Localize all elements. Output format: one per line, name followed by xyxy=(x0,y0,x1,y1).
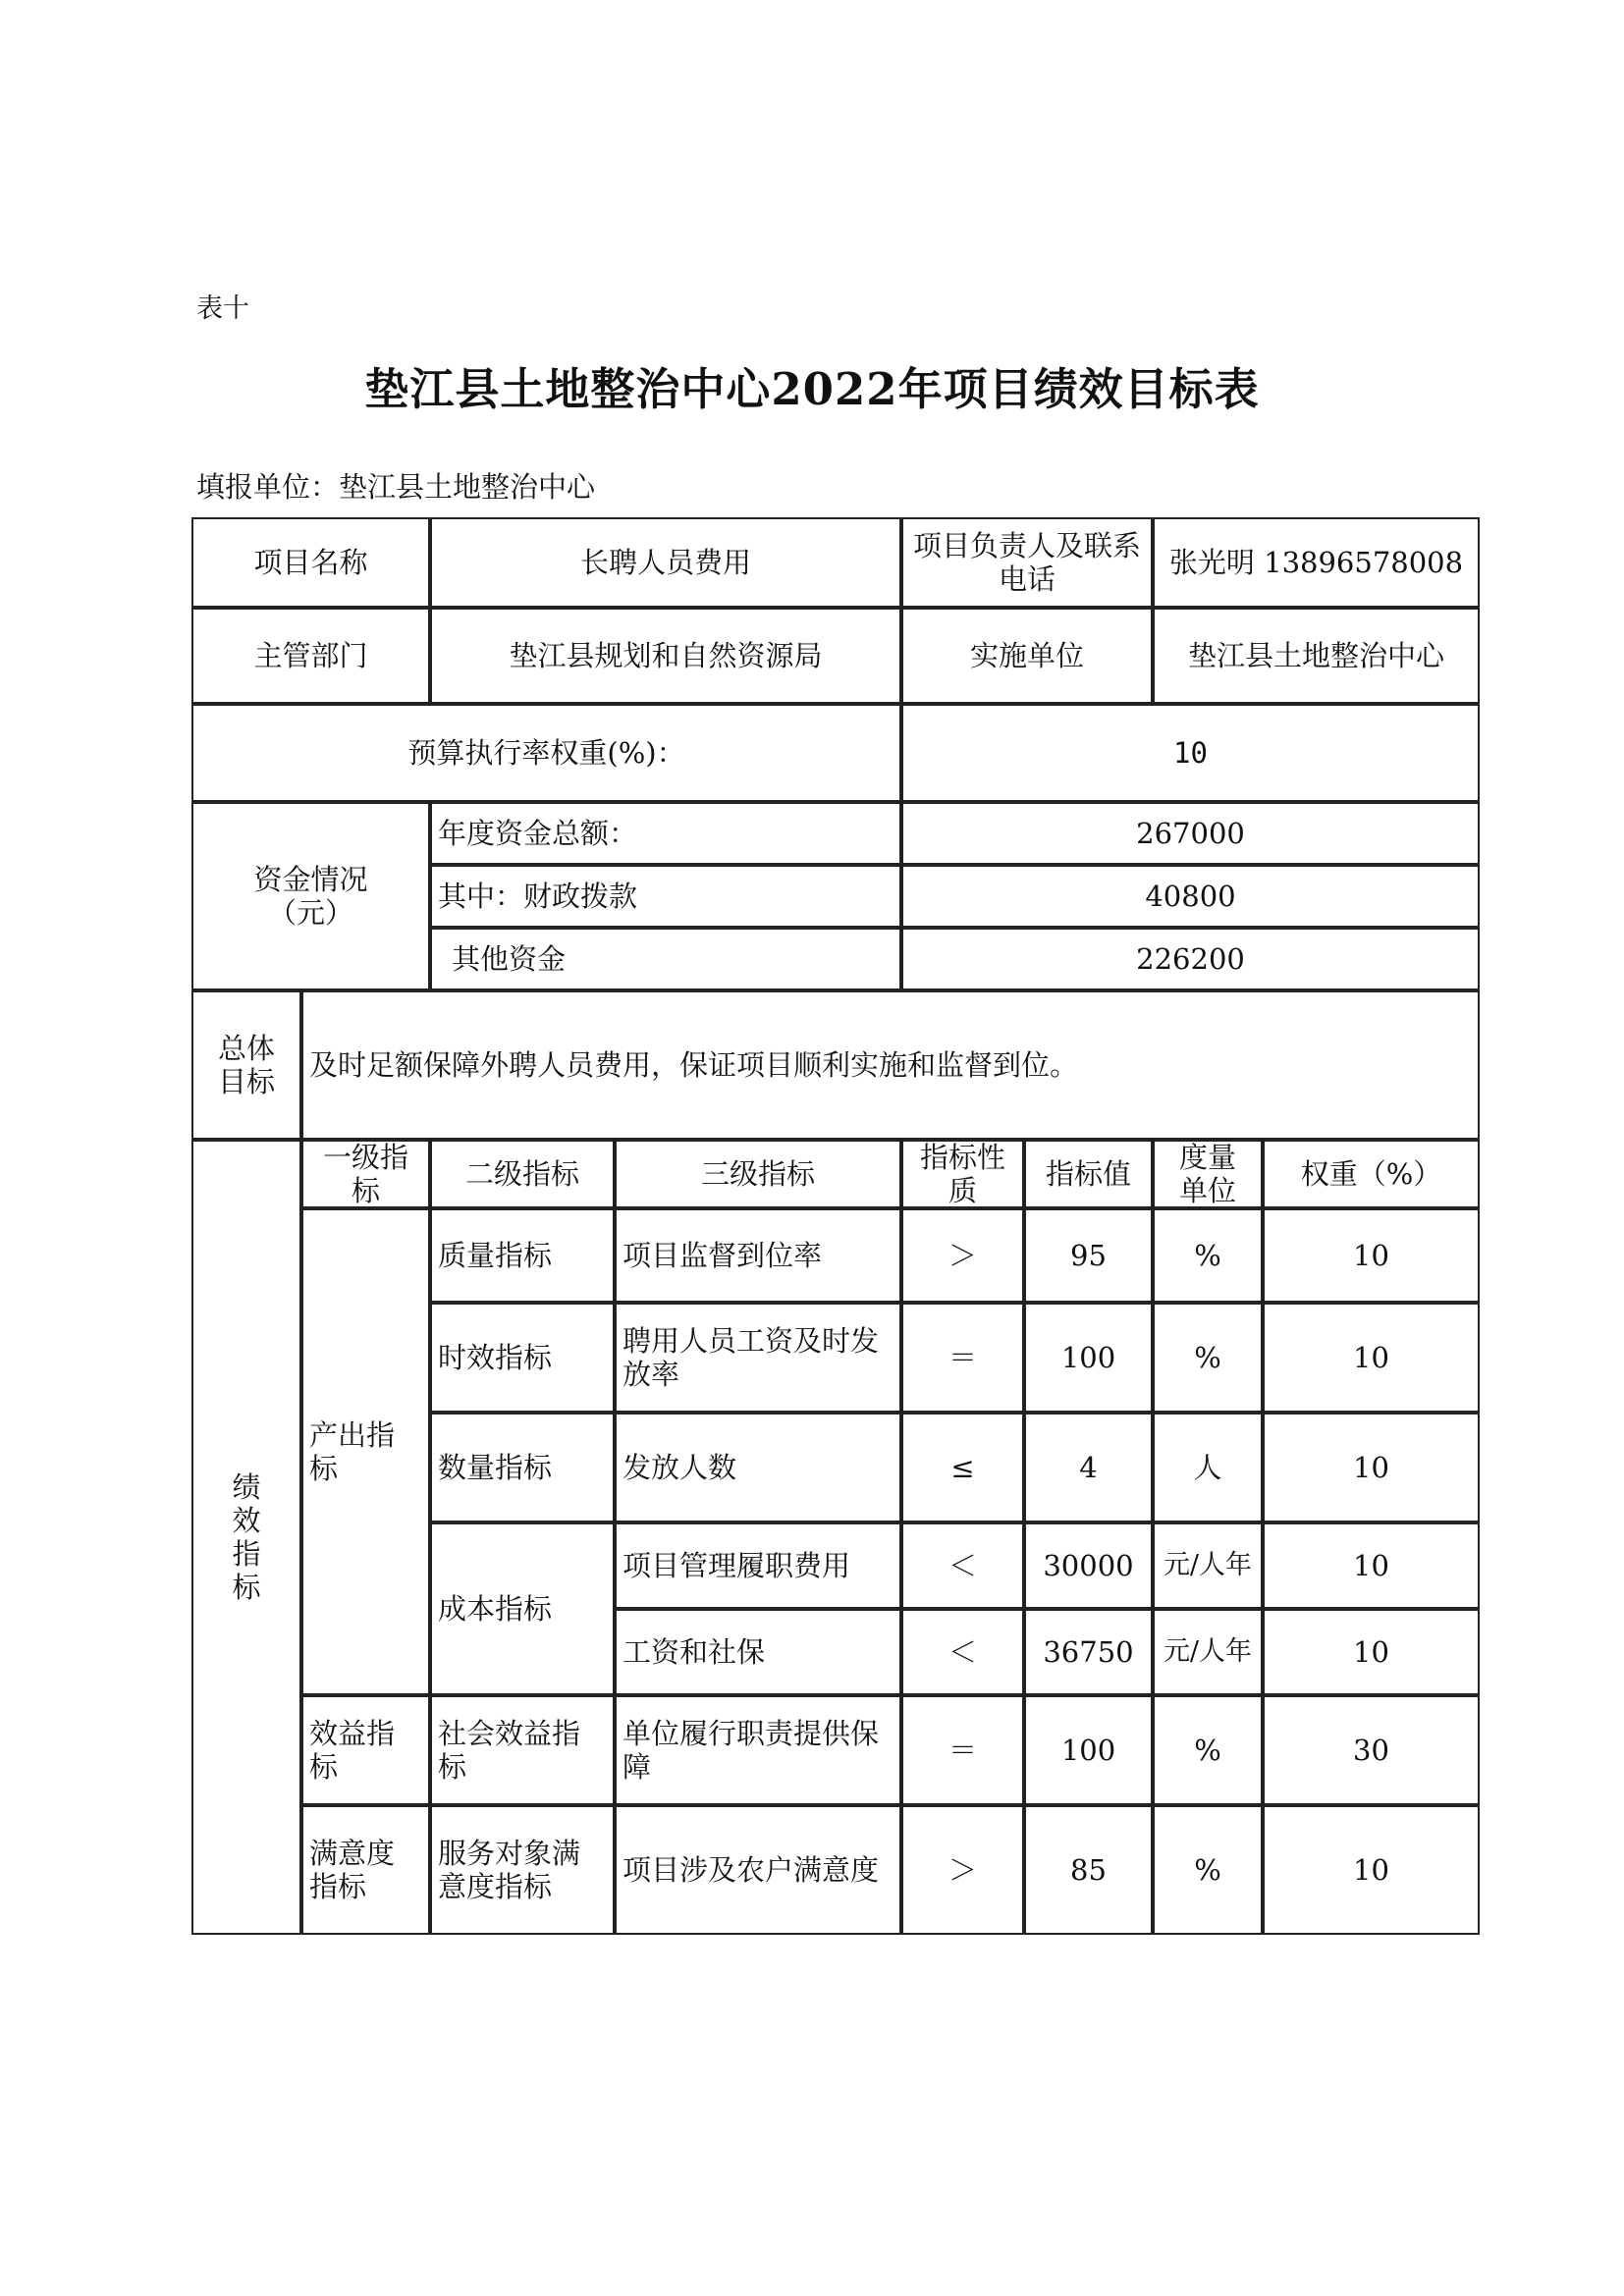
indicator-weight: 10 xyxy=(1263,1413,1480,1522)
budget-rate-value: 10 xyxy=(901,704,1480,802)
indicator-value: 100 xyxy=(1024,1303,1153,1413)
dept-label: 主管部门 xyxy=(191,608,430,704)
document-title: 垫江县土地整治中心2022年项目绩效目标表 xyxy=(364,363,1260,415)
indicator-name: 单位履行职责提供保障 xyxy=(615,1695,901,1805)
level2-timeliness: 时效指标 xyxy=(430,1303,615,1413)
indicator-weight: 10 xyxy=(1263,1303,1480,1413)
impl-unit-value: 垫江县土地整治中心 xyxy=(1153,608,1480,704)
overall-goal-text: 及时足额保障外聘人员费用，保证项目顺利实施和监督到位。 xyxy=(301,990,1480,1140)
performance-target-table xyxy=(192,518,1481,1936)
project-leader-label: 项目负责人及联系电话 xyxy=(901,517,1153,608)
header-value: 指标值 xyxy=(1024,1140,1153,1208)
header-level3: 三级指标 xyxy=(615,1140,901,1208)
indicator-name: 工资和社保 xyxy=(615,1609,901,1695)
level1-satisfaction: 满意度指标 xyxy=(301,1805,430,1935)
indicator-value: 100 xyxy=(1024,1695,1153,1805)
reporting-unit xyxy=(196,465,595,506)
funds-other-value: 226200 xyxy=(901,928,1480,990)
indicator-name: 项目涉及农户满意度 xyxy=(615,1805,901,1935)
project-leader-value: 张光明 13896578008 xyxy=(1153,517,1480,608)
indicator-weight: 10 xyxy=(1263,1208,1480,1303)
project-name-value: 长聘人员费用 xyxy=(430,517,901,608)
indicator-name: 项目管理履职费用 xyxy=(615,1522,901,1609)
indicator-unit: % xyxy=(1153,1805,1263,1935)
level2-social-benefit: 社会效益指标 xyxy=(430,1695,615,1805)
indicator-operator: ＝ xyxy=(901,1303,1024,1413)
indicator-operator: ＜ xyxy=(901,1522,1024,1609)
funds-label: 资金情况（元） xyxy=(191,802,430,990)
indicator-name: 发放人数 xyxy=(615,1413,901,1522)
indicator-operator: ＜ xyxy=(901,1609,1024,1695)
indicator-value: 4 xyxy=(1024,1413,1153,1522)
indicator-unit: 元/人年 xyxy=(1153,1522,1263,1609)
indicator-unit: % xyxy=(1153,1208,1263,1303)
reporting-unit-label: 填报单位： xyxy=(196,470,340,504)
funds-total-label: 年度资金总额： xyxy=(430,802,901,865)
indicator-unit: 元/人年 xyxy=(1153,1609,1263,1695)
dept-value: 垫江县规划和自然资源局 xyxy=(430,608,901,704)
indicator-operator: ＞ xyxy=(901,1805,1024,1935)
level2-cost: 成本指标 xyxy=(430,1522,615,1695)
funds-fiscal-value: 40800 xyxy=(901,865,1480,928)
indicator-value: 85 xyxy=(1024,1805,1153,1935)
funds-fiscal-label: 其中：财政拨款 xyxy=(430,865,901,928)
header-unit: 度量单位 xyxy=(1153,1140,1263,1208)
header-level1: 一级指标 xyxy=(301,1140,430,1208)
indicator-operator: ≤ xyxy=(901,1413,1024,1522)
indicator-weight: 10 xyxy=(1263,1805,1480,1935)
impl-unit-label: 实施单位 xyxy=(901,608,1153,704)
funds-other-label: 其他资金 xyxy=(430,928,901,990)
funds-total-value: 267000 xyxy=(901,802,1480,865)
header-weight: 权重（%） xyxy=(1263,1140,1480,1208)
table-number: 表十 xyxy=(196,294,249,324)
indicators-side-label: 绩效指标 xyxy=(191,1140,301,1935)
level2-quantity: 数量指标 xyxy=(430,1413,615,1522)
header-nature: 指标性质 xyxy=(901,1140,1024,1208)
indicator-operator: ＝ xyxy=(901,1695,1024,1805)
indicator-unit: 人 xyxy=(1153,1413,1263,1522)
header-level2: 二级指标 xyxy=(430,1140,615,1208)
indicator-unit: % xyxy=(1153,1303,1263,1413)
level1-output: 产出指标 xyxy=(301,1208,430,1695)
indicator-value: 30000 xyxy=(1024,1522,1153,1609)
indicator-weight: 10 xyxy=(1263,1522,1480,1609)
indicator-name: 聘用人员工资及时发放率 xyxy=(615,1303,901,1413)
indicator-name: 项目监督到位率 xyxy=(615,1208,901,1303)
budget-rate-label: 预算执行率权重(%)： xyxy=(191,704,901,802)
indicator-unit: % xyxy=(1153,1695,1263,1805)
indicator-weight: 10 xyxy=(1263,1609,1480,1695)
level1-benefit: 效益指标 xyxy=(301,1695,430,1805)
indicator-operator: ＞ xyxy=(901,1208,1024,1303)
indicator-value: 95 xyxy=(1024,1208,1153,1303)
project-name-label: 项目名称 xyxy=(191,517,430,608)
reporting-unit-value: 垫江县土地整治中心 xyxy=(339,470,596,504)
indicator-weight: 30 xyxy=(1263,1695,1480,1805)
overall-goal-label: 总体目标 xyxy=(191,990,301,1140)
level2-quality: 质量指标 xyxy=(430,1208,615,1303)
indicator-value: 36750 xyxy=(1024,1609,1153,1695)
level2-service-satisfaction: 服务对象满意度指标 xyxy=(430,1805,615,1935)
